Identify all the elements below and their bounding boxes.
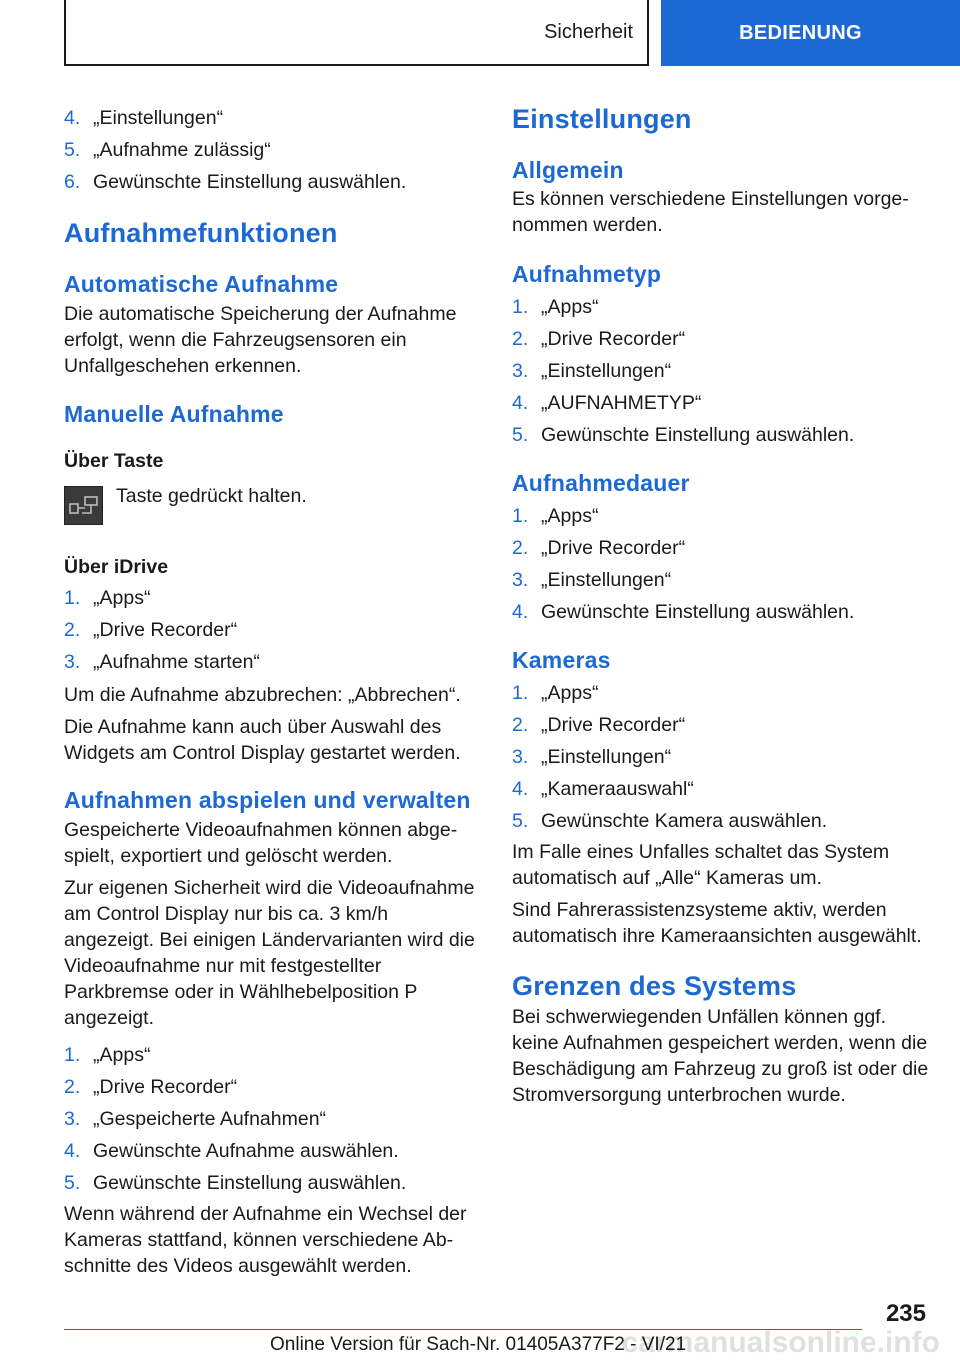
- list-item-text: „Aufnahme zulässig“: [93, 139, 271, 161]
- list-item-text: „Gespeicherte Aufnahmen“: [93, 1108, 327, 1130]
- heading-kameras: Kameras: [512, 647, 611, 673]
- header-section-label: Sicherheit: [544, 20, 633, 43]
- heading-allgemein: Allgemein: [512, 157, 624, 183]
- list-item-text: „Einstellungen“: [541, 746, 672, 768]
- list-item-text: „Einstellungen“: [93, 107, 224, 129]
- paragraph-unfall: Im Falle eines Unfalles schaltet das System automatisch auf „Alle“ Kameras um.: [512, 841, 890, 889]
- list-item-number: 5.: [64, 1172, 81, 1194]
- list-item-text: „Drive Recorder“: [93, 1076, 238, 1098]
- list-item-text: „Apps“: [541, 682, 599, 704]
- kameras-steps: [512, 677, 932, 837]
- page-number: 235: [885, 1300, 926, 1327]
- list-item-number: 4.: [512, 601, 529, 623]
- paragraph-widgets: Die Aufnahme kann auch über Auswahl des Widgets am Control Display gestartet werden.: [64, 716, 461, 764]
- list-item-text: „Aufnahme starten“: [93, 651, 260, 673]
- list-item-number: 3.: [512, 360, 529, 382]
- list-item-text: „Kameraauswahl“: [541, 778, 694, 800]
- list-item: [64, 614, 482, 646]
- left-column: [64, 102, 482, 1279]
- heading-manuelle-aufnahme: Manuelle Aufnahme: [64, 401, 284, 427]
- list-item: [64, 166, 482, 198]
- heading-grenzen: Grenzen des Systems: [512, 971, 797, 1001]
- list-item: [512, 532, 932, 564]
- list-item-text: Gewünschte Einstellung auswählen.: [541, 424, 855, 446]
- aufnahmetyp-steps: [512, 291, 932, 451]
- list-item-number: 2.: [64, 619, 81, 641]
- list-item-number: 5.: [512, 810, 529, 832]
- list-item: [512, 291, 932, 323]
- heading-aufnahmefunktionen: Aufnahmefunktionen: [64, 218, 338, 248]
- list-item-number: 4.: [64, 107, 81, 129]
- heading-ueber-idrive: Über iDrive: [64, 556, 169, 578]
- list-item-text: „Drive Recorder“: [541, 537, 686, 559]
- list-item: [64, 1071, 482, 1103]
- paragraph-gespeichert: Gespeicherte Videoaufnahmen können abgespielt, exportiert und gelöscht werden.: [64, 819, 458, 867]
- list-item: [64, 1039, 482, 1071]
- list-item-number: 4.: [512, 392, 529, 414]
- list-item-number: 5.: [512, 424, 529, 446]
- list-item-number: 3.: [64, 1108, 81, 1130]
- list-item: [512, 387, 932, 419]
- list-item-text: „Apps“: [93, 1044, 151, 1066]
- list-item: [512, 323, 932, 355]
- list-item-number: 4.: [64, 1140, 81, 1162]
- drive-recorder-key-icon: [64, 486, 103, 525]
- list-item-text: „Apps“: [541, 296, 599, 318]
- list-item-number: 1.: [512, 505, 529, 527]
- header-section-tab: [64, 0, 649, 66]
- list-item-text: Gewünschte Einstellung auswählen.: [93, 1172, 407, 1194]
- aufnahmedauer-steps: [512, 500, 932, 628]
- list-item: [64, 102, 482, 134]
- paragraph-wechsel: Wenn während der Aufnahme ein Wechsel der Kameras stattfand, können verschiedene Abschnitte des Videos ausgewählt werden.: [64, 1203, 467, 1277]
- list-item-text: Gewünschte Kamera auswählen.: [541, 810, 828, 832]
- abspielen-steps: [64, 1039, 482, 1199]
- intro-steps: [64, 102, 482, 198]
- heading-aufnahmedauer: Aufnahmedauer: [512, 470, 690, 496]
- idrive-steps: [64, 582, 482, 678]
- list-item: [512, 419, 932, 451]
- list-item: [64, 1135, 482, 1167]
- heading-ueber-taste: Über Taste: [64, 450, 164, 472]
- list-item-number: 3.: [512, 569, 529, 591]
- list-item-text: „AUFNAHMETYP“: [541, 392, 702, 414]
- header-chapter-tab: [661, 0, 960, 66]
- list-item-text: „Drive Recorder“: [541, 328, 686, 350]
- list-item: [512, 677, 932, 709]
- key-instruction: [64, 483, 482, 525]
- list-item-number: 2.: [512, 537, 529, 559]
- list-item-number: 2.: [512, 714, 529, 736]
- list-item-text: Gewünschte Aufnahme auswählen.: [93, 1140, 399, 1162]
- list-item-number: 1.: [64, 587, 81, 609]
- list-item-text: Gewünschte Einstellung auswählen.: [541, 601, 855, 623]
- list-item-number: 2.: [64, 1076, 81, 1098]
- list-item: [64, 134, 482, 166]
- list-item-text: „Drive Recorder“: [541, 714, 686, 736]
- footer-version: Online Version für Sach-Nr. 01405A377F2 - VI/21: [270, 1334, 687, 1355]
- heading-einstellungen: Einstellungen: [512, 104, 692, 134]
- heading-aufnahmetyp: Aufnahmetyp: [512, 261, 662, 287]
- list-item-number: 4.: [512, 778, 529, 800]
- paragraph-assistenz: Sind Fahrerassistenzsysteme aktiv, werden automatisch ihre Kameraansichten ausgewählt.: [512, 899, 922, 947]
- list-item-text: „Einstellungen“: [541, 569, 672, 591]
- list-item-text: „Drive Recorder“: [93, 619, 238, 641]
- list-item: [512, 709, 932, 741]
- paragraph-grenzen: Bei schwerwiegenden Unfällen können ggf. keine Aufnahmen gespeichert werden, wenn die Beschädigung am Fahrzeug zu groß ist oder die Stromversorgung unterbrochen wurde.: [512, 1006, 929, 1106]
- list-item: [64, 582, 482, 614]
- heading-aufnahmen-abspielen: Aufnahmen abspielen und verwalten: [64, 787, 471, 813]
- paragraph-sicherheit: Zur eigenen Sicherheit wird die Videoaufnahme am Control Display nur bis ca. 3 km/h angezeigt. Bei einigen Ländervarianten wird die Videoaufnahme nur mit festgestellter Parkbremse oder in Wählhebelposition P angezeigt.: [64, 877, 475, 1029]
- paragraph-abbrechen: Um die Aufnahme abzubrechen: „Abbrechen“.: [64, 684, 461, 706]
- list-item-text: „Apps“: [541, 505, 599, 527]
- paragraph-automatische-aufnahme: Die automatische Speicherung der Aufnahme erfolgt, wenn die Fahrzeugsensoren ein Unfallgeschehen erkennen.: [64, 303, 457, 377]
- list-item-number: 3.: [512, 746, 529, 768]
- list-item: [512, 805, 932, 837]
- right-column: [512, 102, 932, 1108]
- list-item-text: Gewünschte Einstellung auswählen.: [93, 171, 407, 193]
- list-item-number: 1.: [64, 1044, 81, 1066]
- list-item: [64, 646, 482, 678]
- list-item: [512, 773, 932, 805]
- watermark: carmanualsonline.info: [621, 1326, 940, 1359]
- list-item: [64, 1103, 482, 1135]
- list-item-number: 5.: [64, 139, 81, 161]
- header-chapter-label: BEDIENUNG: [739, 21, 862, 44]
- list-item: [512, 741, 932, 773]
- list-item: [512, 564, 932, 596]
- list-item-number: 6.: [64, 171, 81, 193]
- list-item-number: 1.: [512, 296, 529, 318]
- list-item-number: 1.: [512, 682, 529, 704]
- paragraph-allgemein: Es können verschiedene Einstellungen vorgenommen werden.: [512, 188, 909, 236]
- heading-automatische-aufnahme: Automatische Aufnahme: [64, 271, 339, 297]
- list-item-text: „Einstellungen“: [541, 360, 672, 382]
- list-item-number: 2.: [512, 328, 529, 350]
- list-item: [512, 596, 932, 628]
- list-item-text: „Apps“: [93, 587, 151, 609]
- list-item: [64, 1167, 482, 1199]
- list-item: [512, 355, 932, 387]
- list-item-number: 3.: [64, 651, 81, 673]
- paragraph-taste: Taste gedrückt halten.: [116, 485, 307, 507]
- list-item: [512, 500, 932, 532]
